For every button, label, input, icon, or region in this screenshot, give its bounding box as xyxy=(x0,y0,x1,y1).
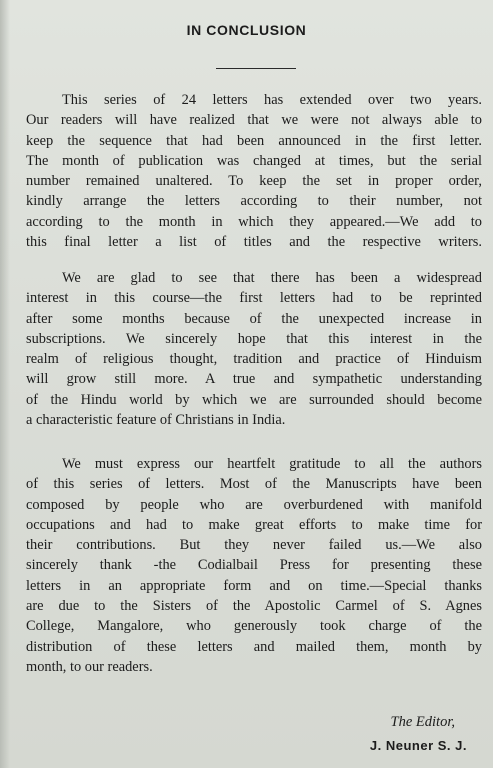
text-line: College, Mangalore, who generously took charge of the xyxy=(26,618,482,635)
text-line: realm of religious thought, tradition and practice of Hinduism xyxy=(26,351,482,368)
text-line: We are glad to see that there has been a widespread xyxy=(62,270,482,286)
text-line: occupations and had to make great efforts to make time for xyxy=(26,516,482,533)
text-line: number remained unaltered. To keep the set in proper order, xyxy=(26,173,482,190)
text-line: according to the month in which they appeared.—We add to xyxy=(26,213,482,230)
paragraph-2 xyxy=(26,268,482,430)
text-line: will grow still more. A true and sympathetic understanding xyxy=(26,371,482,388)
text-line: subscriptions. We sincerely hope that this interest in the xyxy=(26,330,482,347)
page-title: IN CONCLUSION xyxy=(186,22,307,38)
text-line: kindly arrange the letters according to their number, not xyxy=(26,193,482,210)
text-line: We must express our heartfelt gratitude to all the authors xyxy=(62,456,482,472)
text-line: interest in this course—the first letters had to be reprinted xyxy=(26,290,482,307)
text-line: distribution of these letters and mailed them, month by xyxy=(26,638,482,655)
text-line: The month of publication was changed at times, but the serial xyxy=(26,152,482,169)
paragraph-3 xyxy=(26,454,482,677)
text-line: month, to our readers. xyxy=(26,658,153,675)
text-line: this final letter a list of titles and the respective writers. xyxy=(26,234,482,251)
text-line: This series of 24 letters has extended over two years. xyxy=(62,92,482,108)
text-line: keep the sequence that had been announced in the first letter. xyxy=(26,132,482,149)
signature-role: The Editor, xyxy=(390,714,455,730)
text-line: letters in an appropriate form and on time.—Special thanks xyxy=(26,577,482,594)
text-line: of the Hindu world by which we are surrounded should become xyxy=(26,391,482,408)
text-line: of this series of letters. Most of the Manuscripts have been xyxy=(26,476,482,493)
text-line: Our readers will have realized that we were not always able to xyxy=(26,112,482,129)
text-line: their contributions. But they never failed us.—We also xyxy=(26,537,482,554)
page-gutter-shadow xyxy=(0,0,10,768)
text-line: sincerely thank ‑the Codialbail Press for presenting these xyxy=(26,557,482,574)
text-line: are due to the Sisters of the Apostolic Carmel of S. Agnes xyxy=(26,598,482,615)
title-divider xyxy=(216,68,296,69)
text-line: a characteristic feature of Christians in India. xyxy=(26,412,286,429)
text-line: composed by people who are overburdened with manifold xyxy=(26,496,482,513)
paragraph-1 xyxy=(26,90,482,252)
text-line: after some months because of the unexpected increase in xyxy=(26,310,482,327)
signature-name: J. Neuner S. J. xyxy=(369,738,467,753)
